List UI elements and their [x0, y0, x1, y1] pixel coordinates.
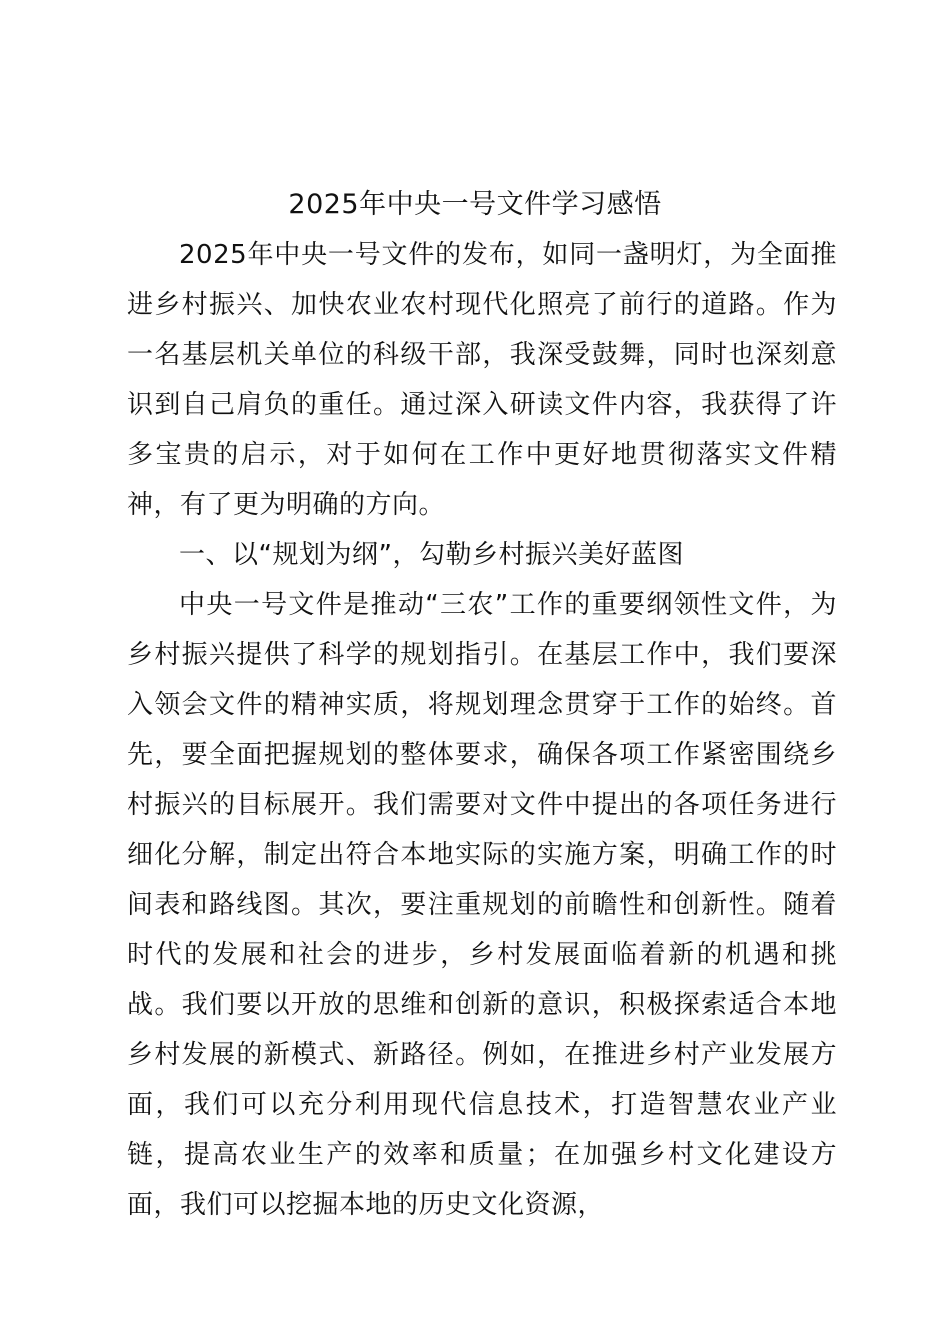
- intro-paragraph: 2025年中央一号文件的发布，如同一盏明灯，为全面推进乡村振兴、加快农业农村现代化照亮了前行的道路。作为一名基层机关单位的科级干部，我深受鼓舞，同时也深刻意识到自己肩负的重任。通过深入研读文件内容，我获得了许多宝贵的启示，对于如何在工作中更好地贯彻落实文件精神，有了更为明确的方向。: [127, 240, 837, 520]
- document-body: [127, 230, 837, 1230]
- section-heading: 一、以“规划为纲”，勾勒乡村振兴美好蓝图: [179, 540, 684, 570]
- document-title: 2025年中央一号文件学习感悟: [288, 189, 662, 220]
- section-paragraph: 中央一号文件是推动“三农”工作的重要纲领性文件，为乡村振兴提供了科学的规划指引。在基层工作中，我们要深入领会文件的精神实质，将规划理念贯穿于工作的始终。首先，要全面把握规划的整体要求，确保各项工作紧密围绕乡村振兴的目标展开。我们需要对文件中提出的各项任务进行细化分解，制定出符合本地实际的实施方案，明确工作的时间表和路线图。其次，要注重规划的前瞻性和创新性。随着时代的发展和社会的进步，乡村发展面临着新的机遇和挑战。我们要以开放的思维和创新的意识，积极探索适合本地乡村发展的新模式、新路径。例如，在推进乡村产业发展方面，我们可以充分利用现代信息技术，打造智慧农业产业链，提高农业生产的效率和质量；在加强乡村文化建设方面，我们可以挖掘本地的历史文化资源，: [127, 590, 837, 1220]
